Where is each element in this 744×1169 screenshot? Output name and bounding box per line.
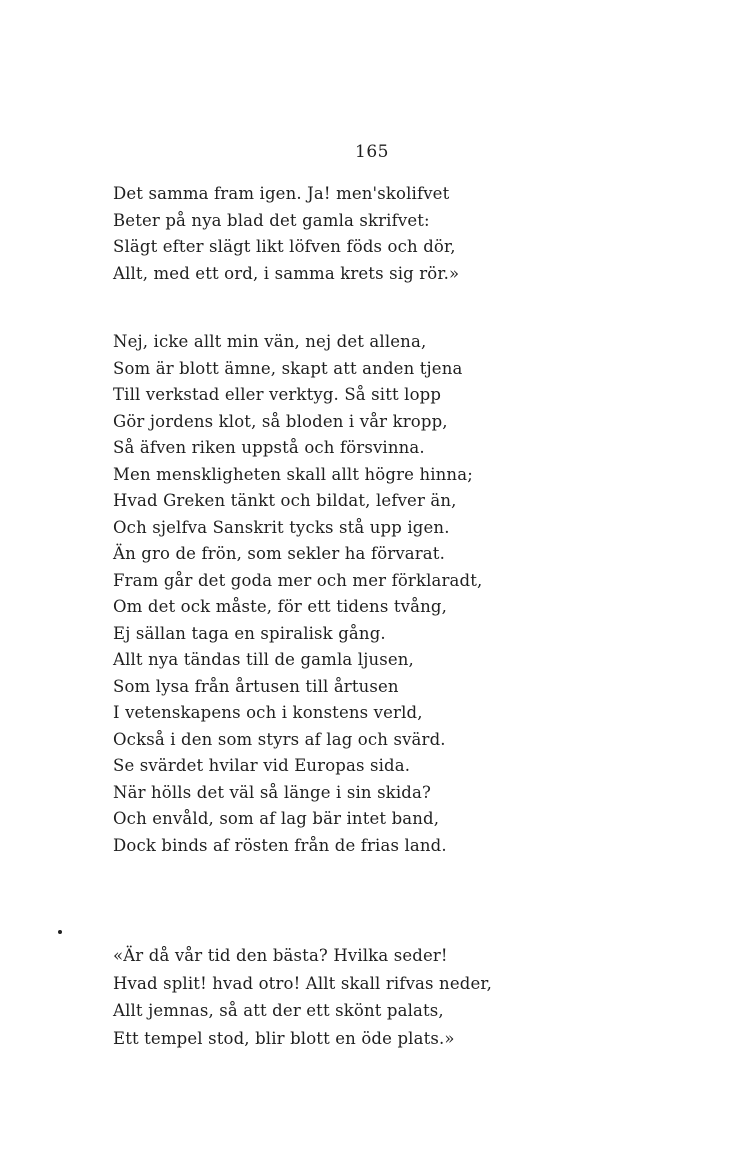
verse-line: «Är då vår tid den bästa? Hvilka seder!	[113, 946, 448, 965]
verse-line: Gör jordens klot, så bloden i vår kropp,	[113, 411, 448, 431]
verse-line: Som är blott ämne, skapt att anden tjena	[113, 358, 463, 378]
verse-line: Än gro de frön, som sekler ha förvarat.	[113, 544, 445, 563]
verse-line: När hölls det väl så länge i sin skida?	[113, 782, 431, 802]
verse-line: Det samma fram igen. Ja! men'skolifvet	[113, 184, 450, 203]
verse-line: Så äfven riken uppstå och försvinna.	[113, 438, 425, 457]
verse-line: Ej sällan taga en spiralisk gång.	[113, 623, 386, 643]
verse-line: Som lysa från årtusen till årtusen	[113, 676, 399, 696]
stanza	[113, 181, 459, 287]
verse-line: Allt jemnas, så att der ett skönt palats,	[113, 1001, 444, 1020]
verse-line: Nej, icke allt min vän, nej det allena,	[113, 332, 427, 351]
margin-dot	[58, 930, 62, 934]
verse-line: Dock binds af rösten från de frias land.	[113, 835, 447, 855]
verse-line: Fram går det goda mer och mer förklaradt,	[113, 570, 483, 590]
stanza	[113, 329, 482, 859]
verse-line: Hvad Greken tänkt och bildat, lefver än,	[113, 491, 457, 510]
verse-line: Allt, med ett ord, i samma krets sig rör.»	[113, 263, 460, 283]
page-number: 165	[355, 142, 389, 162]
verse-line: Beter på nya blad det gamla skrifvet:	[113, 210, 430, 230]
verse-line: I vetenskapens och i konstens verld,	[113, 703, 423, 722]
verse-line: Och envåld, som af lag bär intet band,	[113, 809, 440, 828]
verse-line: Också i den som styrs af lag och svärd.	[113, 729, 446, 749]
stanza	[113, 942, 492, 1052]
verse-line: Allt nya tändas till de gamla ljusen,	[113, 650, 414, 669]
verse-line: Om det ock måste, för ett tidens tvång,	[113, 597, 447, 616]
verse-line: Och sjelfva Sanskrit tycks stå upp igen.	[113, 517, 450, 537]
verse-line: Men menskligheten skall allt högre hinna;	[113, 464, 473, 484]
verse-line: Se svärdet hvilar vid Europas sida.	[113, 756, 411, 775]
verse-line: Hvad split! hvad otro! Allt skall rifvas neder,	[113, 973, 492, 993]
verse-line: Slägt efter slägt likt löfven föds och dör,	[113, 237, 456, 256]
verse-line: Ett tempel stod, blir blott en öde plats.»	[113, 1028, 455, 1048]
verse-line: Till verkstad eller verktyg. Så sitt lopp	[113, 385, 442, 404]
